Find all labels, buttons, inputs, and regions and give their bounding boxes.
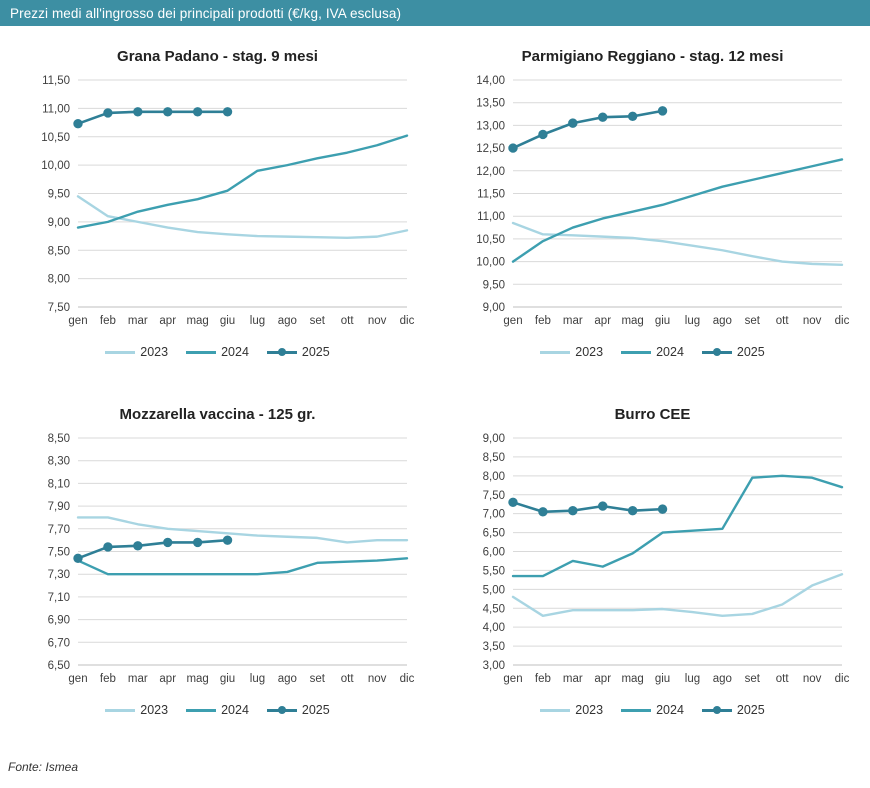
svg-text:10,00: 10,00 [41,160,70,173]
svg-text:apr: apr [594,673,612,685]
svg-text:gen: gen [503,673,523,685]
legend-item-2024 [621,703,684,717]
svg-text:ott: ott [340,673,354,685]
svg-text:5,50: 5,50 [482,565,505,578]
legend-item-2024 [186,703,249,717]
legend-swatch-icon [540,346,570,358]
svg-text:mar: mar [562,673,583,685]
svg-text:12,50: 12,50 [476,143,505,156]
legend-label: 2025 [736,345,765,359]
svg-text:7,10: 7,10 [47,591,70,604]
legend-item-2023 [540,703,603,717]
svg-text:apr: apr [159,315,177,327]
svg-text:8,50: 8,50 [482,451,505,464]
svg-text:ott: ott [775,673,789,685]
svg-text:nov: nov [802,673,822,685]
svg-text:dic: dic [834,673,850,685]
svg-text:8,00: 8,00 [47,273,70,286]
chart-panel-parmigiano-reggiano [435,26,870,394]
legend-label: 2024 [656,703,684,717]
svg-text:9,00: 9,00 [482,433,505,445]
page-title: Prezzi medi all'ingrosso dei principali prodotti (€/kg, IVA esclusa) [10,5,402,21]
svg-text:nov: nov [802,315,822,327]
svg-text:6,50: 6,50 [482,527,505,540]
legend-label: 2023 [140,703,169,717]
svg-text:lug: lug [684,315,701,327]
svg-text:gen: gen [68,315,88,327]
svg-text:dic: dic [834,315,850,327]
svg-text:set: set [744,315,760,327]
svg-text:feb: feb [99,315,116,327]
svg-text:feb: feb [534,315,551,327]
svg-text:9,50: 9,50 [482,279,505,292]
legend-label: 2023 [575,703,604,717]
chart-panel-mozzarella [0,394,435,762]
svg-text:7,50: 7,50 [47,546,70,559]
svg-text:mar: mar [127,673,148,685]
legend-label: 2023 [140,345,169,359]
svg-text:nov: nov [367,673,387,685]
svg-text:8,10: 8,10 [47,478,70,491]
svg-text:ott: ott [775,315,789,327]
page-header [0,0,870,26]
svg-text:9,00: 9,00 [47,216,70,229]
legend-swatch-marker-icon [267,704,297,716]
svg-text:ott: ott [340,315,354,327]
svg-text:set: set [309,315,325,327]
svg-text:12,00: 12,00 [476,165,505,178]
svg-text:11,00: 11,00 [477,211,505,224]
legend-swatch-icon [105,346,135,358]
svg-text:10,00: 10,00 [476,256,505,269]
svg-text:4,00: 4,00 [482,622,505,635]
svg-text:14,00: 14,00 [476,75,505,87]
legend-label: 2024 [221,703,249,717]
svg-text:dic: dic [399,315,415,327]
legend-swatch-icon [621,346,651,358]
svg-text:7,50: 7,50 [47,302,70,314]
svg-text:8,50: 8,50 [47,245,70,258]
svg-text:ago: ago [712,315,732,327]
svg-text:3,50: 3,50 [482,641,505,654]
plot-area [435,424,870,699]
svg-text:8,00: 8,00 [482,470,505,483]
svg-text:8,30: 8,30 [47,455,70,468]
legend-item-2025 [267,703,330,717]
svg-text:11,50: 11,50 [42,75,70,87]
svg-text:giu: giu [654,673,671,685]
legend-swatch-icon [105,704,135,716]
svg-text:gen: gen [68,673,88,685]
svg-text:giu: giu [219,315,236,327]
svg-text:dic: dic [399,673,415,685]
svg-text:5,00: 5,00 [482,584,505,597]
svg-text:13,50: 13,50 [476,97,505,110]
line-chart-svg [435,66,870,341]
plot-area [0,424,435,699]
svg-text:mar: mar [562,315,583,327]
svg-text:7,90: 7,90 [47,501,70,514]
svg-text:11,50: 11,50 [477,188,505,201]
legend-swatch-marker-icon [702,704,732,716]
legend-label: 2024 [221,345,249,359]
legend-item-2025 [267,345,330,359]
chart-legend [0,703,435,717]
svg-text:set: set [744,673,760,685]
svg-text:ago: ago [277,315,297,327]
legend-swatch-marker-icon [267,346,297,358]
line-chart-svg [0,424,435,699]
svg-text:apr: apr [159,673,177,685]
svg-text:11,00: 11,00 [42,103,70,116]
line-chart-svg [0,66,435,341]
legend-swatch-icon [621,704,651,716]
legend-swatch-icon [186,346,216,358]
legend-item-2025 [702,703,765,717]
svg-text:giu: giu [654,315,671,327]
svg-text:10,50: 10,50 [476,233,505,246]
svg-text:6,70: 6,70 [47,637,70,650]
legend-label: 2025 [736,703,765,717]
legend-label: 2024 [656,345,684,359]
svg-text:7,30: 7,30 [47,569,70,582]
legend-label: 2023 [575,345,604,359]
svg-text:apr: apr [594,315,612,327]
legend-item-2023 [105,345,168,359]
svg-text:ago: ago [277,673,297,685]
svg-text:mar: mar [127,315,148,327]
chart-legend [435,345,870,359]
svg-text:7,70: 7,70 [47,523,70,536]
legend-swatch-marker-icon [702,346,732,358]
chart-legend [0,345,435,359]
svg-text:mag: mag [186,673,209,685]
legend-label: 2025 [301,703,330,717]
legend-swatch-icon [186,704,216,716]
svg-text:13,00: 13,00 [476,120,505,133]
svg-text:3,00: 3,00 [482,660,505,672]
svg-text:mag: mag [621,315,644,327]
svg-text:7,50: 7,50 [482,489,505,502]
svg-text:feb: feb [534,673,551,685]
svg-text:set: set [309,673,325,685]
svg-text:9,00: 9,00 [482,302,505,314]
svg-text:mag: mag [186,315,209,327]
legend-label: 2025 [301,345,330,359]
svg-text:feb: feb [99,673,116,685]
chart-panel-grana-padano [0,26,435,394]
plot-area [435,66,870,341]
svg-text:lug: lug [684,673,701,685]
chart-title: Mozzarella vaccina - 125 gr. [119,406,316,423]
svg-text:lug: lug [249,673,266,685]
legend-swatch-icon [540,704,570,716]
chart-title: Burro CEE [614,406,691,423]
plot-area [0,66,435,341]
source-note: Fonte: Ismea [8,760,79,774]
legend-item-2024 [186,345,249,359]
chart-panel-burro-cee [435,394,870,762]
chart-title: Grana Padano - stag. 9 mesi [117,48,318,65]
legend-item-2024 [621,345,684,359]
svg-text:6,90: 6,90 [47,614,70,627]
svg-text:ago: ago [712,673,732,685]
svg-text:10,50: 10,50 [41,131,70,144]
chart-legend [435,703,870,717]
svg-text:nov: nov [367,315,387,327]
svg-text:8,50: 8,50 [47,433,70,445]
chart-title: Parmigiano Reggiano - stag. 12 mesi [521,48,784,65]
svg-text:6,00: 6,00 [482,546,505,559]
svg-text:gen: gen [503,315,523,327]
legend-item-2023 [105,703,168,717]
svg-text:lug: lug [249,315,266,327]
svg-text:4,50: 4,50 [482,603,505,616]
line-chart-svg [435,424,870,699]
legend-item-2025 [702,345,765,359]
legend-item-2023 [540,345,603,359]
svg-text:9,50: 9,50 [47,188,70,201]
svg-text:giu: giu [219,673,236,685]
svg-text:7,00: 7,00 [482,508,505,521]
svg-text:mag: mag [621,673,644,685]
svg-text:6,50: 6,50 [47,660,70,672]
charts-grid [0,26,870,761]
